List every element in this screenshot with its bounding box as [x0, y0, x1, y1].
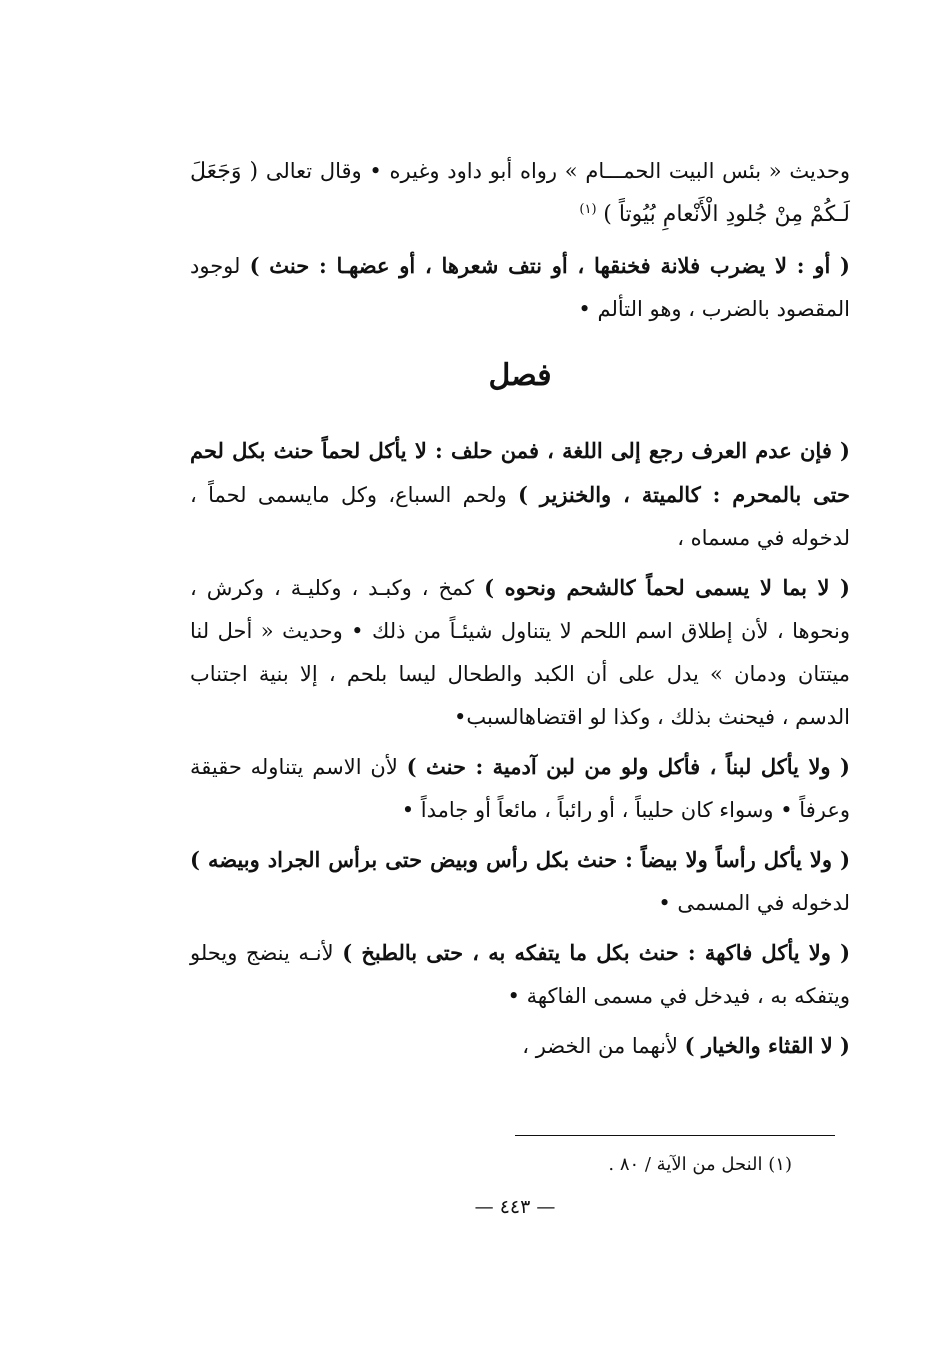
- paragraph-5-text: لأن الاسم يتناوله حقيقة وعرفاً • وسواء كان حليباً ، أو رائباً ، مائعاً أو جامداً •: [190, 755, 850, 822]
- paragraph-7: [190, 931, 850, 1018]
- paragraph-4-bold: ( لا بما لا يسمى لحماً كالشحم ونحوه ): [484, 575, 850, 600]
- paragraph-8: [190, 1024, 850, 1068]
- paragraph-3-text: ولحم السباع، وكل مايسمى لحماً ، لدخوله في مسماه ،: [190, 483, 850, 550]
- page-number: — ٤٤٣ —: [474, 1196, 556, 1218]
- paragraph-2-bold: ( أو : لا يضرب فلانة فخنقها ، أو نتف شعرها ، أو عضهـا : حنث ): [249, 253, 850, 278]
- paragraph-6-bold: ( ولا يأكل رأساً ولا بيضاً : حنث بكل رأس وبيض حتى برأس الجراد وبيضه ): [190, 847, 850, 872]
- paragraph-2: [190, 244, 850, 331]
- footnote-marker: (١): [579, 202, 597, 217]
- paragraph-7-bold: ( ولا يأكل فاكهة : حنث بكل ما يتفكه به ، حتى بالطبخ ): [342, 940, 851, 965]
- page-body: [190, 150, 850, 1068]
- paragraph-8-text: لأنهما من الخضر ،: [522, 1034, 678, 1058]
- paragraph-4: [190, 566, 850, 739]
- paragraph-6-text: لدخوله في المسمى •: [658, 891, 850, 915]
- paragraph-7-text: لأنـه ينضج ويحلو ويتفكه به ، فيدخل في مسمى الفاكهة •: [190, 941, 850, 1008]
- paragraph-1-text: وحديث « بئس البيت الحمـــام » رواه أبو داود وغيره • وقال تعالى: [265, 159, 850, 183]
- paragraph-5: [190, 745, 850, 832]
- quran-verse: ( وَجَعَلَ لَـكُمْ مِنْ جُلودِ الْأَنْعامِ بُيُوتاً ): [190, 159, 850, 227]
- footnote-divider: [515, 1135, 835, 1136]
- paragraph-5-bold: ( ولا يأكل لبناً ، فأكل ولو من لبن آدمية : حنث ): [406, 754, 850, 779]
- paragraph-2-text: لوجود المقصود بالضرب ، وهو التألم •: [190, 254, 850, 321]
- section-heading: فصل: [488, 358, 552, 393]
- paragraph-3-bold: ( فإن عدم العرف رجع إلى اللغة ، فمن حلف : لا يأكل لحماً حنث بكل لحم حتى بالمحرم : كالميتة ، والخنزير ): [190, 438, 850, 507]
- paragraph-3: [190, 429, 850, 560]
- footnote: (١) النحل من الآية / ٨٠ .: [608, 1154, 792, 1175]
- paragraph-4-text: كمخ ، وكبـد ، وكليـة ، وكرش ، ونحوها ، لأن إطلاق اسم اللحم لا يتناول شيئـاً من ذلك • وحديث « أحل لنا ميتتان ودمان » يدل على أن الكبد والطحال ليسا بلحم ، إلا بنية اجتناب الدسم ، فيحنث بذلك ، وكذا لو اقتضاهالسبب•: [190, 576, 850, 729]
- paragraph-8-bold: ( لا القثاء والخيار ): [684, 1033, 850, 1058]
- paragraph-1: [190, 150, 850, 236]
- paragraph-6: [190, 838, 850, 925]
